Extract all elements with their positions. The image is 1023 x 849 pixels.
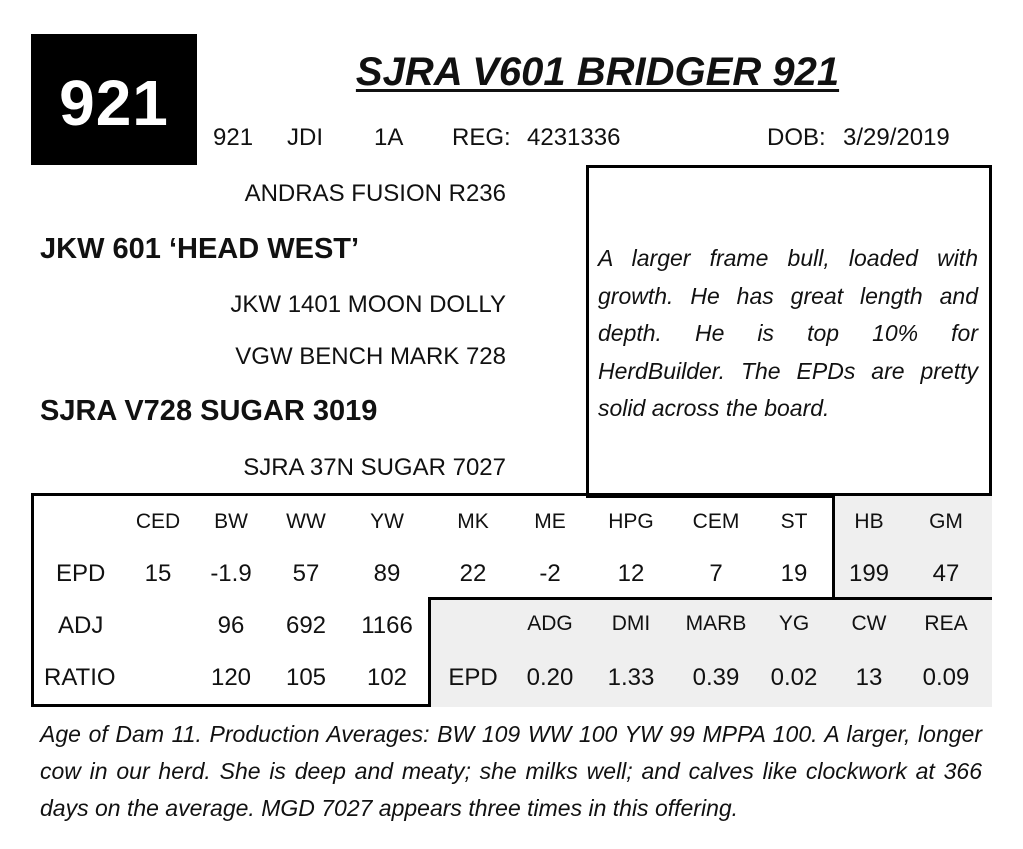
header-ced: CED <box>135 510 181 533</box>
reg-label: REG: <box>452 124 511 151</box>
epd-bw: -1.9 <box>210 560 252 587</box>
animal-name-title: SJRA V601 BRIDGER 921 <box>355 50 840 94</box>
epd-st: 19 <box>780 560 808 587</box>
dam: SJRA V728 SUGAR 3019 <box>40 395 378 427</box>
epd-rea: 0.09 <box>922 664 970 691</box>
lot-number: 921 <box>59 67 169 139</box>
reg-number: 4231336 <box>527 124 621 151</box>
epd-hpg: 12 <box>617 560 645 587</box>
epd-ww: 57 <box>292 560 320 587</box>
dam-notes: Age of Dam 11. Production Averages: BW 109 WW 100 YW 99 MPPA 100. A larger, longer cow in our herd. She is deep and meaty; she milks well; and calves like clockwork at 366 days on the average. MGD 7027 appears three times in this offering. <box>40 721 982 821</box>
header-divider <box>31 162 197 165</box>
header-yw: YW <box>370 510 404 533</box>
header-cw: CW <box>851 612 887 635</box>
adj-ww: 692 <box>285 612 327 639</box>
header-marb: MARB <box>685 612 747 635</box>
epd-adg: 0.20 <box>526 664 574 691</box>
epd-yg: 0.02 <box>770 664 818 691</box>
epd-row-label: EPD <box>56 560 106 587</box>
header-adg: ADG <box>527 612 573 635</box>
dob-label: DOB: <box>767 124 826 151</box>
epd-marb: 0.39 <box>692 664 740 691</box>
header-st: ST <box>780 510 808 533</box>
sire-dam: JKW 1401 MOON DOLLY <box>230 291 506 318</box>
header-mk: MK <box>457 510 489 533</box>
header-hpg: HPG <box>608 510 654 533</box>
epd-ced: 15 <box>144 560 172 587</box>
header-gm: GM <box>929 510 963 533</box>
header-dmi: DMI <box>611 612 651 635</box>
header-rea: REA <box>924 612 968 635</box>
epd-yw: 89 <box>373 560 401 587</box>
ratio-ww: 105 <box>285 664 327 691</box>
epd-cem: 7 <box>709 560 723 587</box>
dam-dam: SJRA 37N SUGAR 7027 <box>243 454 506 481</box>
epd-me: -2 <box>539 560 561 587</box>
header-bw: BW <box>214 510 248 533</box>
dob-value: 3/29/2019 <box>843 124 950 151</box>
adj-bw: 96 <box>217 612 245 639</box>
adj-row-label: ADJ <box>58 612 104 639</box>
dam-sire: VGW BENCH MARK 728 <box>235 343 506 370</box>
tattoo: 921 <box>213 124 254 151</box>
ratio-bw: 120 <box>210 664 252 691</box>
sire: JKW 601 ‘HEAD WEST’ <box>40 233 360 265</box>
ratio-yw: 102 <box>366 664 408 691</box>
epd-mk: 22 <box>459 560 487 587</box>
header-ww: WW <box>286 510 326 533</box>
herd-prefix: JDI <box>287 124 323 151</box>
bull-comment: A larger frame bull, loaded with growth. He has great length and depth. He is top 10% for HerdBuilder. The EPDs are pretty solid across the board. <box>598 245 978 421</box>
sire-sire: ANDRAS FUSION R236 <box>244 180 506 207</box>
header-hb: HB <box>854 510 884 533</box>
epd-hb: 199 <box>848 560 890 587</box>
header-me: ME <box>534 510 566 533</box>
carcass-epd-label: EPD <box>448 664 498 691</box>
epd-gm: 47 <box>932 560 960 587</box>
header-cem: CEM <box>692 510 740 533</box>
epd-cw: 13 <box>855 664 883 691</box>
ratio-row-label: RATIO <box>44 664 116 691</box>
header-yg: YG <box>778 612 810 635</box>
adj-yw: 1166 <box>361 612 413 639</box>
brand: 1A <box>374 124 404 151</box>
epd-dmi: 1.33 <box>607 664 655 691</box>
